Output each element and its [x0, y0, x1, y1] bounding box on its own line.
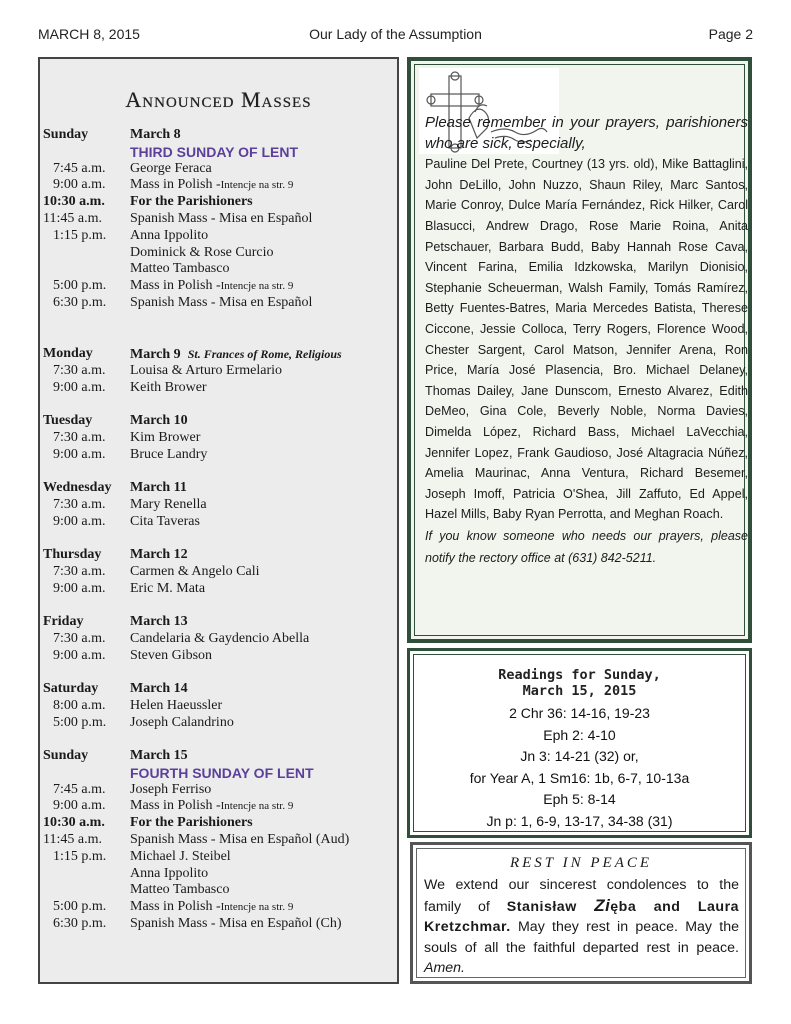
mass-intention: Cita Taveras: [130, 513, 200, 529]
day-name: Sunday: [43, 127, 89, 142]
mass-intention: Bruce Landry: [130, 446, 208, 462]
announced-masses-panel: [38, 57, 399, 984]
mass-intention: Mass in Polish -Intencje na str. 9: [130, 899, 294, 915]
reading-line: Jn p: 1, 6-9, 13-17, 34-38 (31): [486, 812, 673, 829]
mass-intention: Anna Ippolito: [130, 227, 209, 243]
mass-entry: [43, 564, 393, 581]
day-header: [43, 413, 393, 430]
mass-intention: Carmen & Angelo Cali: [130, 563, 260, 579]
day-saint: St. Frances of Rome, Religious: [187, 347, 342, 361]
mass-entry: [43, 882, 393, 899]
mass-time: 9:00 a.m.: [53, 177, 106, 193]
readings-title: [414, 667, 745, 699]
mass-time: 5:00 p.m.: [53, 278, 107, 294]
mass-entry: [43, 211, 393, 228]
readings-title-line-2: March 15, 2015: [522, 683, 637, 699]
readings-title-line-1: Readings for Sunday,: [498, 667, 661, 683]
mass-note: Intencje na str. 9: [220, 179, 294, 192]
mass-intention: Mass in Polish -Intencje na str. 9: [130, 798, 294, 814]
day-date: March 8: [130, 127, 181, 142]
mass-time: 7:30 a.m.: [53, 429, 106, 445]
mass-time: 9:00 a.m.: [53, 580, 106, 596]
mass-entry: [43, 648, 393, 665]
prayer-names: Pauline Del Prete, Courtney (13 yrs. old), Mike Battaglini, John DeLillo, John Nuzzo, Shaun Riley, Marc Santos, Marie Conroy, Dulce María Fernández, Rick Hilker, Carol Blasucci, Andrew Drago, Rose Marie Roina, Anita Petschauer, Barbara Budd, Baby Hannah Rose Cava, Vincent Farina, Emilia Idzkowska, Marilyn Dionisio, Stephanie Scheuerman, Walsh Family, Tomás Ramírez, Betty Fuentes-Batres, Maria Mercedes Batista, Therese Ciccone, Jessie Colloca, Terry Rogers, Florence Wood, Chester Sargent, Carol Matson, Jennifer Arena, Ron Price, María José Plasencia, Bro. Michael Delaney, Thomas Dailey, Jane Dunscom, Ernesto Alvarez, Edith DeMeo, Gina Cole, Beverly Noble, Norma Davies, Dimelda López, Richard Bass, Michael LaVecchia, Jennifer Lopez, Frank Gaudioso, José Altagracia Núñez, Amelia Maurinac, Anna Ventura, Richard Besemer, Joseph Imoff, Patricia O'Shea, Jill Zaffuto, Ed Appel, Hazel Mills, Baby Ryan Perrotta, and Meghan Roach.: [425, 157, 748, 522]
mass-entry: [43, 447, 393, 464]
mass-intention: Mass in Polish -Intencje na str. 9: [130, 278, 294, 294]
day-name: Friday: [43, 614, 84, 629]
day-date: March 12: [130, 547, 188, 562]
mass-entry: [43, 161, 393, 178]
mass-intention: Joseph Ferriso: [130, 781, 212, 797]
mass-intention: Spanish Mass - Misa en Español: [130, 294, 313, 310]
mass-intention: Louisa & Arturo Ermelario: [130, 362, 283, 378]
mass-time: 7:45 a.m.: [53, 160, 106, 176]
prayer-note: If you know someone who needs our prayers, please notify the rectory office at (631) 842-5211.: [425, 528, 748, 565]
mass-entry: [43, 278, 393, 295]
mass-time: 11:45 a.m.: [43, 210, 102, 226]
mass-entry: [43, 497, 393, 514]
mass-intention: Candelaria & Gaydencio Abella: [130, 630, 310, 646]
day-block: [43, 346, 393, 396]
mass-intention: Mass in Polish -Intencje na str. 9: [130, 177, 294, 193]
rip-text: [424, 875, 739, 979]
reading-line: Eph 5: 8-14: [543, 791, 616, 807]
mass-time: 10:30 a.m.: [43, 815, 105, 831]
mass-time: 7:30 a.m.: [53, 563, 106, 579]
header-page-number: Page 2: [708, 26, 753, 42]
mass-intention: Steven Gibson: [130, 647, 213, 663]
mass-entry: [43, 715, 393, 732]
day-header: [43, 127, 393, 144]
mass-intention: Matteo Tambasco: [130, 882, 230, 898]
mass-entry: [43, 245, 393, 262]
day-date: March 10: [130, 413, 188, 428]
day-block: [43, 547, 393, 597]
day-header: [43, 614, 393, 631]
mass-intention: For the Parishioners: [130, 815, 253, 831]
header-parish-name: Our Lady of the Assumption: [309, 26, 482, 42]
mass-intention: Helen Haeussler: [130, 697, 223, 713]
readings-panel: [407, 648, 752, 838]
mass-note: Intencje na str. 9: [220, 800, 294, 813]
rip-text-prayer: May they rest in peace. May the souls of all the faithful departed rest in peace.: [424, 919, 739, 956]
reading-line: Eph 2: 4-10: [543, 726, 616, 743]
mass-entry: [43, 916, 393, 933]
mass-entry: [43, 514, 393, 531]
rip-name-rest: ęba and Laura Kretzchmar.: [424, 898, 739, 935]
mass-entry: [43, 798, 393, 815]
day-subtitle: FOURTH SUNDAY OF LENT: [130, 764, 314, 781]
day-name: Tuesday: [43, 413, 93, 428]
day-block: [43, 614, 393, 664]
page-header: [38, 26, 753, 46]
reading-line: 2 Chr 36: 14-16, 19-23: [509, 705, 650, 721]
header-date: MARCH 8, 2015: [38, 26, 140, 42]
mass-entry: [43, 295, 393, 312]
mass-time: 6:30 p.m.: [53, 294, 107, 310]
mass-time: 9:00 a.m.: [53, 513, 106, 529]
mass-time: 9:00 a.m.: [53, 798, 106, 814]
rip-title: REST IN PEACE: [509, 855, 653, 871]
mass-time: 8:00 a.m.: [53, 697, 106, 713]
day-date: March 15: [130, 748, 188, 763]
day-name: Thursday: [43, 547, 102, 562]
day-block: [43, 480, 393, 530]
mass-intention: Kim Brower: [130, 429, 201, 445]
mass-note: Intencje na str. 9: [220, 901, 294, 914]
day-header: [43, 480, 393, 497]
day-block: [43, 413, 393, 463]
day-date: March 11: [130, 480, 187, 495]
rip-name-zi: Zi: [594, 895, 611, 915]
mass-entry: [43, 177, 393, 194]
reading-line: for Year A, 1 Sm16: 1b, 6-7, 10-13a: [469, 769, 690, 786]
mass-entry: [43, 832, 393, 849]
day-block: [43, 127, 393, 312]
day-date: March 9 St. Frances of Rome, Religious: [130, 347, 342, 362]
day-block: [43, 748, 393, 933]
mass-entry: [43, 430, 393, 447]
mass-entry: [43, 363, 393, 380]
reading-line: Jn 3: 14-21 (32) or,: [520, 748, 639, 764]
rest-in-peace-panel: [410, 842, 752, 984]
day-name: Saturday: [43, 681, 99, 696]
mass-intention: Anna Ippolito: [130, 865, 209, 881]
mass-entry: [43, 228, 393, 245]
day-date: March 13: [130, 614, 188, 629]
mass-intention: Keith Brower: [130, 379, 207, 395]
masses-title: Announced Masses: [125, 87, 312, 112]
mass-time: 1:15 p.m.: [53, 848, 107, 864]
day-name: Wednesday: [43, 480, 112, 495]
mass-entry: [43, 866, 393, 883]
mass-time: 7:30 a.m.: [53, 630, 106, 646]
day-date: March 14: [130, 681, 188, 696]
mass-entry: [43, 380, 393, 397]
day-block: [43, 681, 393, 731]
day-header: [43, 547, 393, 564]
rip-amen: Amen.: [424, 960, 466, 976]
mass-time: 9:00 a.m.: [53, 379, 106, 395]
mass-intention: Eric M. Mata: [130, 580, 206, 596]
mass-entry: [43, 698, 393, 715]
mass-time: 6:30 p.m.: [53, 915, 107, 931]
mass-entry: [43, 581, 393, 598]
mass-intention: Mary Renella: [130, 496, 207, 512]
mass-intention: Spanish Mass - Misa en Español: [130, 210, 313, 226]
mass-intention: Spanish Mass - Misa en Español (Aud): [130, 831, 350, 847]
day-name: Monday: [43, 346, 93, 361]
mass-time: 11:45 a.m.: [43, 831, 102, 847]
mass-intention: George Feraca: [130, 160, 212, 176]
mass-entry: [43, 815, 393, 832]
mass-intention: For the Parishioners: [130, 194, 253, 210]
mass-intention: Joseph Calandrino: [130, 714, 234, 730]
mass-time: 5:00 p.m.: [53, 899, 107, 915]
mass-time: 9:00 a.m.: [53, 647, 106, 663]
mass-time: 7:45 a.m.: [53, 781, 106, 797]
mass-note: Intencje na str. 9: [220, 280, 294, 293]
mass-time: 7:30 a.m.: [53, 496, 106, 512]
mass-entry: [43, 261, 393, 278]
prayer-list-panel: [407, 57, 752, 643]
mass-intention: Dominick & Rose Curcio: [130, 244, 274, 260]
mass-entry: [43, 631, 393, 648]
mass-entry: [43, 194, 393, 211]
mass-time: 7:30 a.m.: [53, 362, 106, 378]
mass-entry: [43, 849, 393, 866]
readings-list: [414, 703, 745, 832]
day-header: [43, 681, 393, 698]
mass-time: 5:00 p.m.: [53, 714, 107, 730]
rip-text-intro: We extend our sincerest condolences to the family of: [424, 877, 739, 915]
day-header: [43, 748, 393, 765]
mass-time: 10:30 a.m.: [43, 194, 105, 210]
mass-intention: Spanish Mass - Misa en Español (Ch): [130, 915, 342, 931]
mass-entry: [43, 782, 393, 799]
prayer-lead: Please remember in your prayers, parishioners who are sick, especially,: [425, 114, 748, 152]
mass-time: 1:15 p.m.: [53, 227, 107, 243]
prayer-text: [425, 113, 748, 569]
day-header: [43, 346, 393, 363]
mass-intention: Matteo Tambasco: [130, 261, 230, 277]
mass-entry: [43, 899, 393, 916]
mass-time: 9:00 a.m.: [53, 446, 106, 462]
rip-name-first: Stanisław: [506, 898, 595, 915]
day-name: Sunday: [43, 748, 89, 763]
day-subtitle: THIRD SUNDAY OF LENT: [130, 143, 299, 160]
mass-intention: Michael J. Steibel: [130, 848, 231, 864]
